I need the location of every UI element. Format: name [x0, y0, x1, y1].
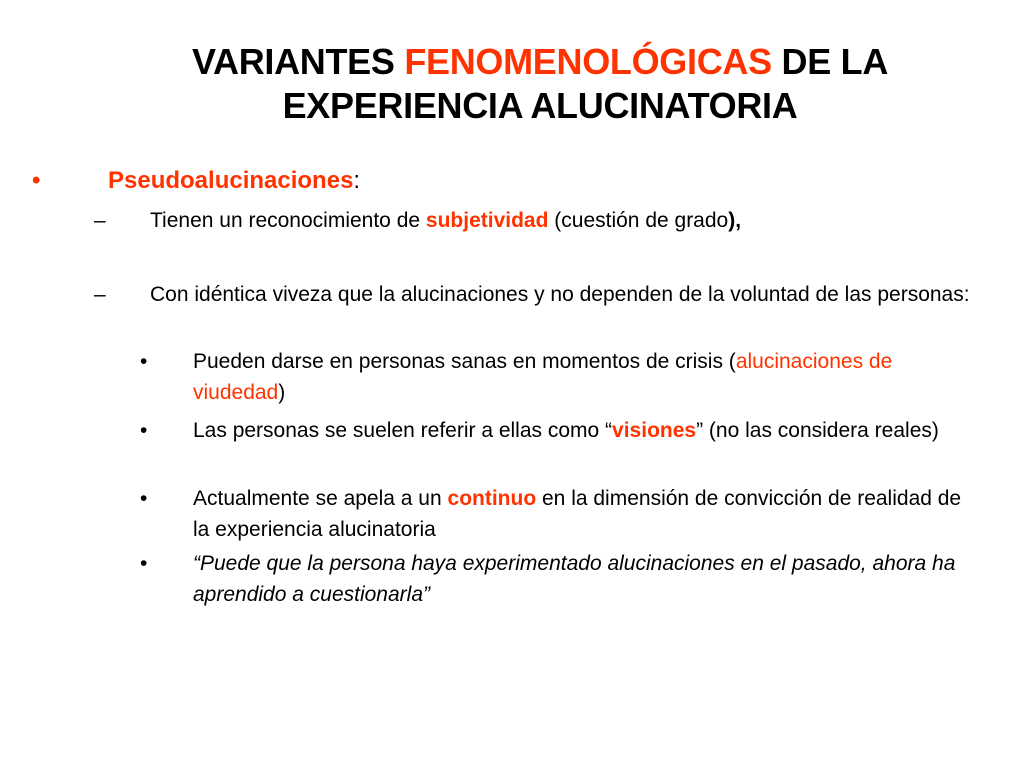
point-text [193, 346, 983, 408]
point-marker: • [140, 487, 148, 510]
sub1-post-bold: ), [728, 209, 742, 232]
main-bullet-suffix: : [353, 167, 361, 194]
point-post: ) [278, 381, 286, 404]
point-marker: • [140, 350, 148, 373]
point-quote-text: “Puede que la persona haya experimentado alucinaciones en el pasado, ahora ha aprendido a cuestionarla” [193, 552, 956, 606]
point-post: en la dimensión de convicción de realidad de la experiencia alucinatoria [193, 487, 962, 541]
sub-item-marker: – [94, 283, 106, 306]
point-post: ” (no las considera reales) [696, 419, 939, 442]
title-part-3: DE LA [771, 41, 889, 82]
main-bullet-text [108, 166, 360, 196]
main-bullet-marker: • [32, 167, 41, 194]
point-pre: Actualmente se apela a un [193, 487, 448, 510]
sub-item-text [150, 206, 970, 236]
sub-item-marker: – [94, 209, 106, 232]
point-text [193, 483, 983, 545]
point-emphasis: visiones [612, 419, 697, 442]
point-emphasis: continuo [447, 487, 537, 510]
title-part-1: VARIANTES [191, 41, 405, 82]
sub1-post: (cuestión de grado [548, 209, 729, 232]
title-line-2: EXPERIENCIA ALUCINATORIA [282, 85, 798, 126]
point-text [193, 415, 983, 446]
point-marker: • [140, 552, 148, 575]
title-highlight: FENOMENOLÓGICAS [404, 41, 772, 82]
point-marker: • [140, 419, 148, 442]
sub-item-text: Con idéntica viveza que la alucinaciones y no dependen de la voluntad de las personas: [150, 283, 970, 306]
main-bullet-label: Pseudoalucinaciones [108, 167, 354, 194]
sub1-pre: Tienen un reconocimiento de [150, 209, 426, 232]
slide-title [130, 40, 950, 128]
point-pre: Las personas se suelen referir a ellas como “ [193, 419, 613, 442]
sub1-emphasis: subjetividad [425, 209, 549, 232]
point-pre: Pueden darse en personas sanas en momentos de crisis ( [193, 350, 736, 373]
point-emphasis: alucinaciones de viudedad [193, 350, 893, 404]
